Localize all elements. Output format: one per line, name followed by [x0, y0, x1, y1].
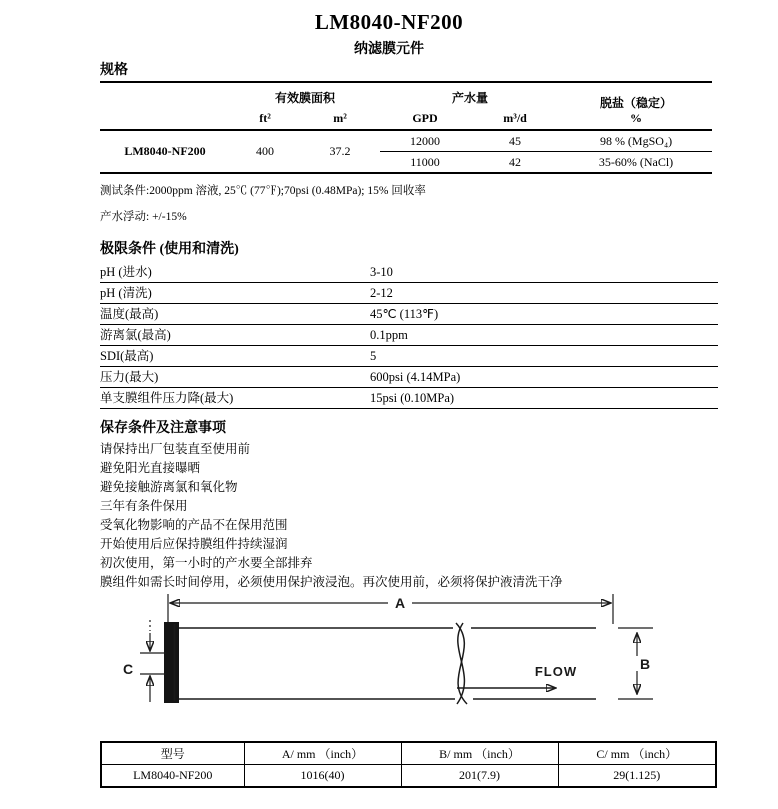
- left-end-cap: [164, 622, 179, 703]
- dim-a-label: A: [394, 595, 406, 611]
- dims-b-cell: 201(7.9): [401, 765, 558, 788]
- storage-note: 初次使用，第一小时的产水要全部排弃: [100, 556, 313, 570]
- limit-row: [100, 325, 718, 346]
- limit-row: [100, 283, 718, 304]
- limit-row: [100, 367, 718, 388]
- spec-area-m2-cell: 37.2: [329, 144, 351, 158]
- rejection-group-label: 脱盐（稳定）: [600, 95, 673, 110]
- dims-header-b: B/ mm （inch）: [401, 742, 558, 765]
- spec-section: [100, 59, 715, 224]
- dims-table: [100, 741, 717, 788]
- dims-header-c: C/ mm （inch）: [558, 742, 716, 765]
- spec-m3d-cell: 42: [509, 154, 522, 169]
- spec-rejection-cell: 35-60% (NaCl): [598, 154, 674, 169]
- spec-header-flow-group: 产水量: [452, 91, 489, 105]
- dim-a-group: [168, 594, 613, 624]
- dim-b-group: [618, 628, 653, 699]
- dims-a-cell: 1016(40): [244, 765, 401, 788]
- spec-col-m2: m²: [300, 108, 380, 130]
- limit-value: 5: [370, 349, 377, 363]
- storage-heading: 保存条件及注意事项: [100, 421, 226, 436]
- storage-section: [100, 417, 718, 592]
- membrane-element-diagram: [100, 586, 720, 738]
- limit-label: 游离氯(最高): [100, 328, 171, 342]
- dims-header-row: [101, 742, 716, 765]
- membrane-diagram-svg: [100, 586, 720, 738]
- spec-area-ft2-cell: 400: [256, 144, 274, 158]
- limit-label: pH (清洗): [100, 286, 152, 300]
- test-conditions-note: 测试条件:2000ppm 溶液, 25℃ (77℉);70psi (0.48MPa); 15% 回收率: [100, 185, 426, 197]
- limit-value: 600psi (4.14MPa): [370, 370, 461, 384]
- storage-note: 三年有条件保用: [100, 499, 188, 513]
- spec-header-empty: [100, 82, 230, 130]
- limits-section: [100, 238, 718, 409]
- limit-label: 单支膜组件压力降(最大): [100, 391, 234, 405]
- spec-m3d-cell: 45: [470, 130, 560, 152]
- dims-header-a: A/ mm （inch）: [244, 742, 401, 765]
- storage-note: 避免接触游离氯和氧化物: [100, 480, 238, 494]
- right-ring-outer: [605, 623, 612, 702]
- limit-label: SDI(最高): [100, 349, 154, 363]
- dims-data-row: [101, 765, 716, 788]
- storage-note: 请保持出厂包装直至使用前: [100, 442, 251, 456]
- dims-model-cell: LM8040-NF200: [101, 765, 244, 788]
- dims-header-model: 型号: [101, 742, 244, 765]
- limit-label: pH (进水): [100, 265, 152, 279]
- spec-model-cell: LM8040-NF200: [124, 144, 206, 158]
- limit-row: [100, 346, 718, 367]
- storage-note: 膜组件如需长时间停用，必须使用保护液浸泡。再次使用前，必须将保护液清洗干净: [100, 575, 563, 589]
- limit-value: 3-10: [370, 265, 393, 279]
- spec-col-ft2: ft²: [230, 108, 300, 130]
- storage-note: 开始使用后应保持膜组件持续湿润: [100, 537, 288, 551]
- page-title: LM8040-NF200: [314, 10, 464, 34]
- dim-c-label: C: [122, 661, 134, 677]
- spec-table: [100, 81, 712, 174]
- rejection-group-unit: %: [630, 111, 643, 126]
- title-block: [0, 10, 778, 58]
- spec-rejection-cell: 98 % (MgSO₄): [560, 130, 712, 152]
- membrane-body: [164, 622, 612, 704]
- dims-section: [100, 741, 717, 788]
- dim-c-group: [123, 620, 166, 702]
- dim-b-label: B: [639, 656, 651, 672]
- spec-gpd-cell: 11000: [410, 154, 440, 169]
- limit-row: [100, 262, 718, 283]
- page-subtitle: 纳滤膜元件: [354, 42, 424, 57]
- dims-c-cell: 29(1.125): [558, 765, 716, 788]
- limits-heading: 极限条件 (使用和清洗): [100, 242, 239, 257]
- spec-col-m3d: m³/d: [470, 108, 560, 130]
- flux-variation-note: 产水浮动: +/-15%: [100, 211, 187, 223]
- spec-heading: 规格: [100, 63, 128, 78]
- spec-header-rejection-group: [560, 82, 712, 130]
- right-ring-inner: [596, 625, 602, 701]
- spec-header-area-group: 有效膜面积: [275, 91, 336, 105]
- limit-label: 压力(最大): [100, 370, 159, 384]
- limit-row: [100, 304, 718, 325]
- flow-arrow-group: [457, 664, 577, 688]
- storage-note: 受氧化物影响的产品不在保用范围: [100, 518, 288, 532]
- limit-value: 0.1ppm: [370, 328, 408, 342]
- storage-note: 避免阳光直接曝晒: [100, 461, 201, 475]
- flow-label: FLOW: [534, 664, 578, 679]
- spec-col-gpd: GPD: [380, 108, 470, 130]
- limit-value: 45℃ (113℉): [370, 307, 439, 321]
- limit-label: 温度(最高): [100, 307, 159, 321]
- limit-row: [100, 388, 718, 409]
- spec-gpd-cell: 12000: [380, 130, 470, 152]
- limit-value: 15psi (0.10MPa): [370, 391, 455, 405]
- limit-value: 2-12: [370, 286, 393, 300]
